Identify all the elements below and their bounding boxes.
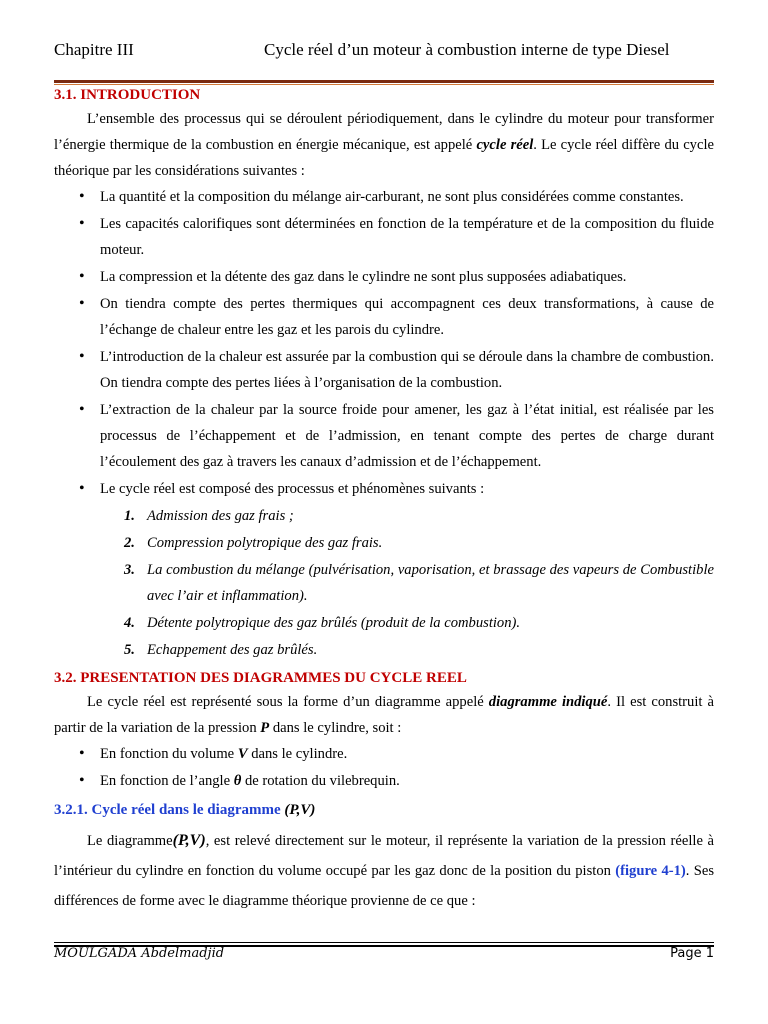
list-text: En fonction de l’angle [100, 773, 234, 789]
list-item [54, 741, 714, 767]
pv-text-mid: , est relevé directement sur le moteur, il représente la variation de la pression réelle à l’intérieur du cylindre en fonction du volume occupé par les gaz donc de la position du piston [54, 833, 715, 879]
angle-variable: θ [233, 773, 242, 789]
list-item: • L’introduction de la chaleur est assurée par la combustion qui se déroule dans la chambre de combustion. On tiendra compte des pertes liées à l’organisation de la combustion. [54, 344, 714, 396]
subsection-title: 3.2.1. Cycle réel dans le diagramme [54, 802, 285, 818]
figure-reference[interactable]: (figure 4-1) [615, 863, 686, 879]
pv-notation: (P,V) [284, 802, 316, 818]
list-item [54, 768, 714, 794]
pv-paragraph [54, 826, 714, 916]
list-text-end: de rotation du vilebrequin. [241, 773, 400, 789]
pressure-variable: P [260, 720, 270, 736]
step-number: 4. [124, 615, 135, 631]
step-text: Echappement des gaz brûlés. [147, 642, 318, 658]
diagram-term: diagramme indiqué [488, 694, 608, 710]
step-item [54, 530, 714, 556]
step-number: 5. [124, 642, 135, 658]
step-number: 2. [124, 535, 135, 551]
list-item: • Le cycle réel est composé des processus et phénomènes suivants : [54, 476, 714, 502]
step-item [54, 610, 714, 636]
list-text-end: dans le cylindre. [247, 746, 348, 762]
author-name: MOULGADA Abdelmadjid [54, 946, 225, 961]
step-item [54, 557, 714, 609]
step-number: 1. [124, 508, 135, 524]
diagram-text-mid: . Il est construit à partir de la variation de la pression [54, 694, 714, 736]
list-item: • L’extraction de la chaleur par la source froide pour amener, les gaz à l’état initial, est réalisée par les processus de l’échappement et de l’admission, en tenant compte des pertes de charge durant l’écoulement des gaz à travers les canaux d’admission et de l’échappement. [54, 397, 714, 475]
list-item: • On tiendra compte des pertes thermiques qui accompagnent ces deux transformations, à cause de l’échange de chaleur entre les gaz et les parois du cylindre. [54, 291, 714, 343]
diagram-text: Le cycle réel est représenté sous la forme d’un diagramme appelé [87, 694, 489, 710]
pv-text-end: . Ses différences de forme avec le diagramme théorique provienne de ce que : [54, 863, 715, 909]
step-text: La combustion du mélange (pulvérisation, vaporisation, et brassage des vapeurs de Combustible avec l’air et inflammation). [147, 562, 714, 604]
considerations-list [54, 184, 714, 502]
step-item [54, 637, 714, 663]
section-heading-introduction: 3.1. INTRODUCTION [54, 87, 201, 103]
step-text: Détente polytropique des gaz brûlés (produit de la combustion). [147, 615, 521, 631]
diagram-paragraph [54, 689, 714, 741]
diagram-types-list [54, 741, 714, 794]
step-number: 3. [124, 562, 135, 578]
diagram-text-end: dans le cylindre, soit : [269, 720, 402, 736]
subsection-heading-pv [54, 798, 714, 822]
page-header [54, 40, 714, 66]
pv-notation-inline: (P,V) [172, 832, 206, 849]
page-content [54, 84, 714, 916]
intro-paragraph [54, 106, 714, 184]
section-heading-diagrammes: 3.2. PRESENTATION DES DIAGRAMMES DU CYCLE REEL [54, 670, 467, 686]
intro-text: L’ensemble des processus qui se déroulent périodiquement, dans le cylindre du moteur pour transformer l’énergie thermique de la combustion en énergie mécanique, est appelé [54, 111, 714, 153]
list-item: • La compression et la détente des gaz dans le cylindre ne sont plus supposées adiabatiques. [54, 264, 714, 290]
footer-rule [54, 942, 714, 943]
list-item: • Les capacités calorifiques sont déterminées en fonction de la température et de la composition du fluide moteur. [54, 211, 714, 263]
chapter-label: Chapitre III [54, 40, 134, 59]
list-text: En fonction du volume [100, 746, 238, 762]
volume-variable: V [237, 746, 248, 762]
step-text: Admission des gaz frais ; [147, 508, 294, 524]
header-rule [54, 80, 714, 83]
step-item [54, 503, 714, 529]
header-title: Cycle réel d’un moteur à combustion interne de type Diesel [264, 40, 670, 59]
step-text: Compression polytropique des gaz frais. [147, 535, 383, 551]
page-number: Page 1 [670, 946, 714, 961]
process-steps-list [54, 503, 714, 663]
intro-text-end: . Le cycle réel diffère du cycle théorique par les considérations suivantes : [54, 137, 714, 179]
intro-term: cycle réel [476, 137, 534, 153]
pv-text: Le diagramme [87, 833, 173, 849]
list-item: • La quantité et la composition du mélange air-carburant, ne sont plus considérées comme constantes. [54, 184, 714, 210]
